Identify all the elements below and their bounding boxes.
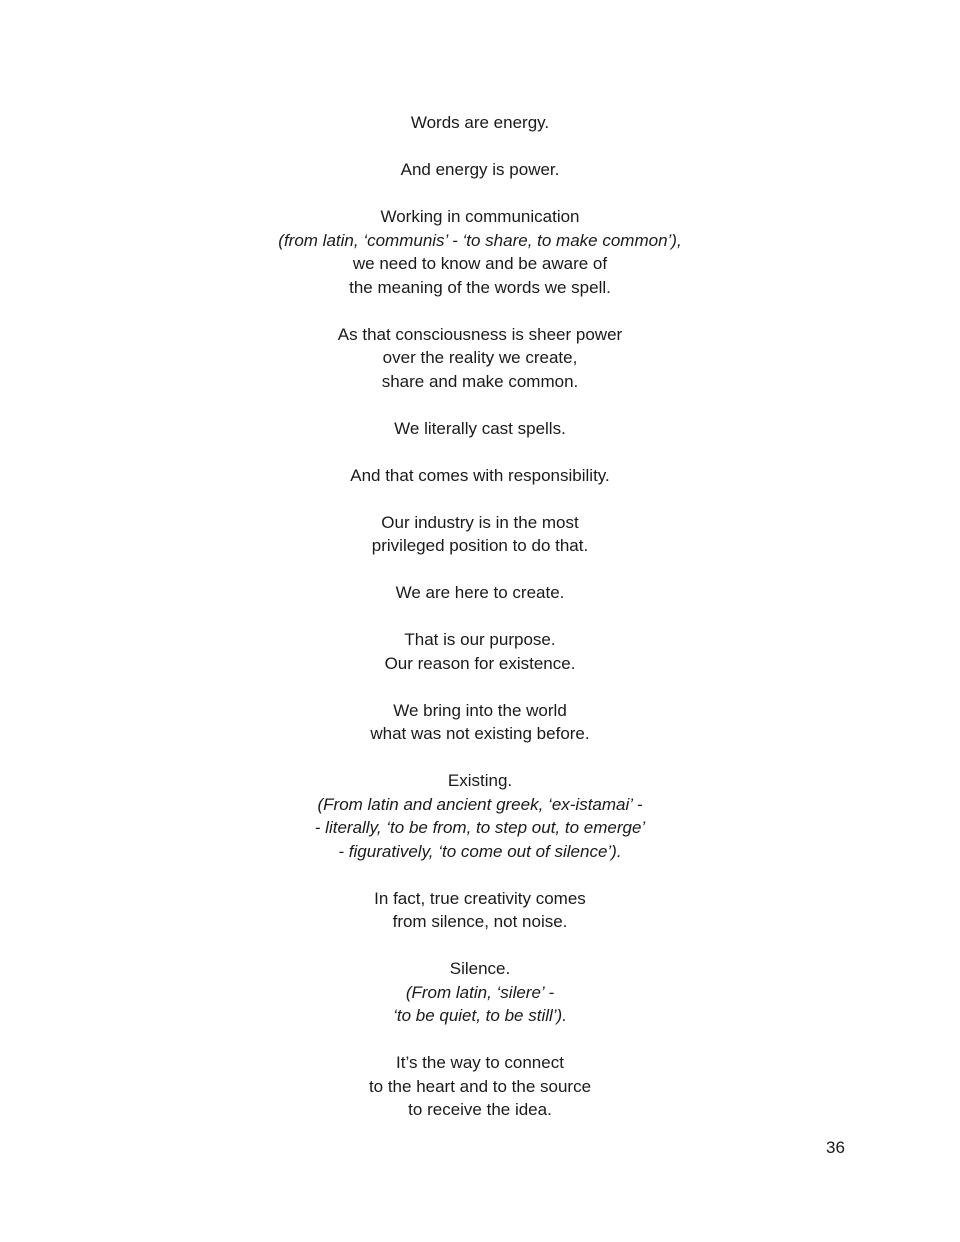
poem-line: what was not existing before. bbox=[370, 724, 590, 743]
poem-body bbox=[0, 111, 960, 1145]
stanza bbox=[0, 111, 960, 135]
stanza bbox=[0, 323, 960, 394]
stanza bbox=[0, 887, 960, 934]
page-number: 36 bbox=[826, 1138, 845, 1157]
poem-line: share and make common. bbox=[381, 371, 579, 391]
poem-line: That is our purpose. bbox=[404, 630, 556, 649]
stanza bbox=[0, 1051, 960, 1122]
stanza bbox=[0, 417, 960, 441]
poem-line: privileged position to do that. bbox=[371, 536, 589, 555]
poem-line: from silence, not noise. bbox=[392, 912, 568, 931]
stanza bbox=[0, 464, 960, 488]
stanza bbox=[0, 511, 960, 558]
poem-line: As that consciousness is sheer power bbox=[337, 324, 623, 344]
poem-line: Existing. bbox=[447, 771, 513, 790]
poem-line: Our reason for existence. bbox=[384, 653, 576, 673]
etymology-line: ‘to be quiet, to be still’). bbox=[393, 1006, 567, 1025]
etymology-line: (from latin, ‘communis’ - ‘to share, to make common’), bbox=[278, 230, 682, 250]
poem-line: we need to know and be aware of bbox=[352, 254, 608, 273]
stanza bbox=[0, 581, 960, 605]
poem-line: Our industry is in the most bbox=[381, 512, 579, 532]
poem-line: In fact, true creativity comes bbox=[374, 888, 586, 908]
poem-line: to the heart and to the source bbox=[368, 1076, 592, 1096]
stanza bbox=[0, 699, 960, 746]
poem-line: And energy is power. bbox=[400, 160, 560, 179]
poem-line: We are here to create. bbox=[395, 583, 565, 602]
stanza bbox=[0, 205, 960, 299]
stanza bbox=[0, 158, 960, 182]
poem-line: Words are energy. bbox=[410, 113, 550, 132]
poem-line: to receive the idea. bbox=[408, 1100, 552, 1119]
stanza bbox=[0, 957, 960, 1028]
poem-line: over the reality we create, bbox=[382, 348, 578, 367]
etymology-line: (From latin, ‘silere’ - bbox=[405, 982, 555, 1002]
etymology-line: (From latin and ancient greek, ‘ex-istamai’ - bbox=[317, 794, 643, 814]
poem-line: We literally cast spells. bbox=[394, 418, 566, 438]
poem-line: Silence. bbox=[449, 959, 511, 978]
poem-line: the meaning of the words we spell. bbox=[349, 277, 611, 297]
stanza bbox=[0, 769, 960, 863]
etymology-line: - figuratively, ‘to come out of silence’). bbox=[338, 841, 622, 861]
poem-line: And that comes with responsibility. bbox=[350, 465, 610, 485]
stanza bbox=[0, 628, 960, 675]
poem-line: We bring into the world bbox=[393, 700, 567, 720]
poem-line: Working in communication bbox=[380, 207, 580, 226]
poem-line: It’s the way to connect bbox=[396, 1053, 564, 1072]
etymology-line: - literally, ‘to be from, to step out, to emerge’ bbox=[314, 818, 646, 837]
